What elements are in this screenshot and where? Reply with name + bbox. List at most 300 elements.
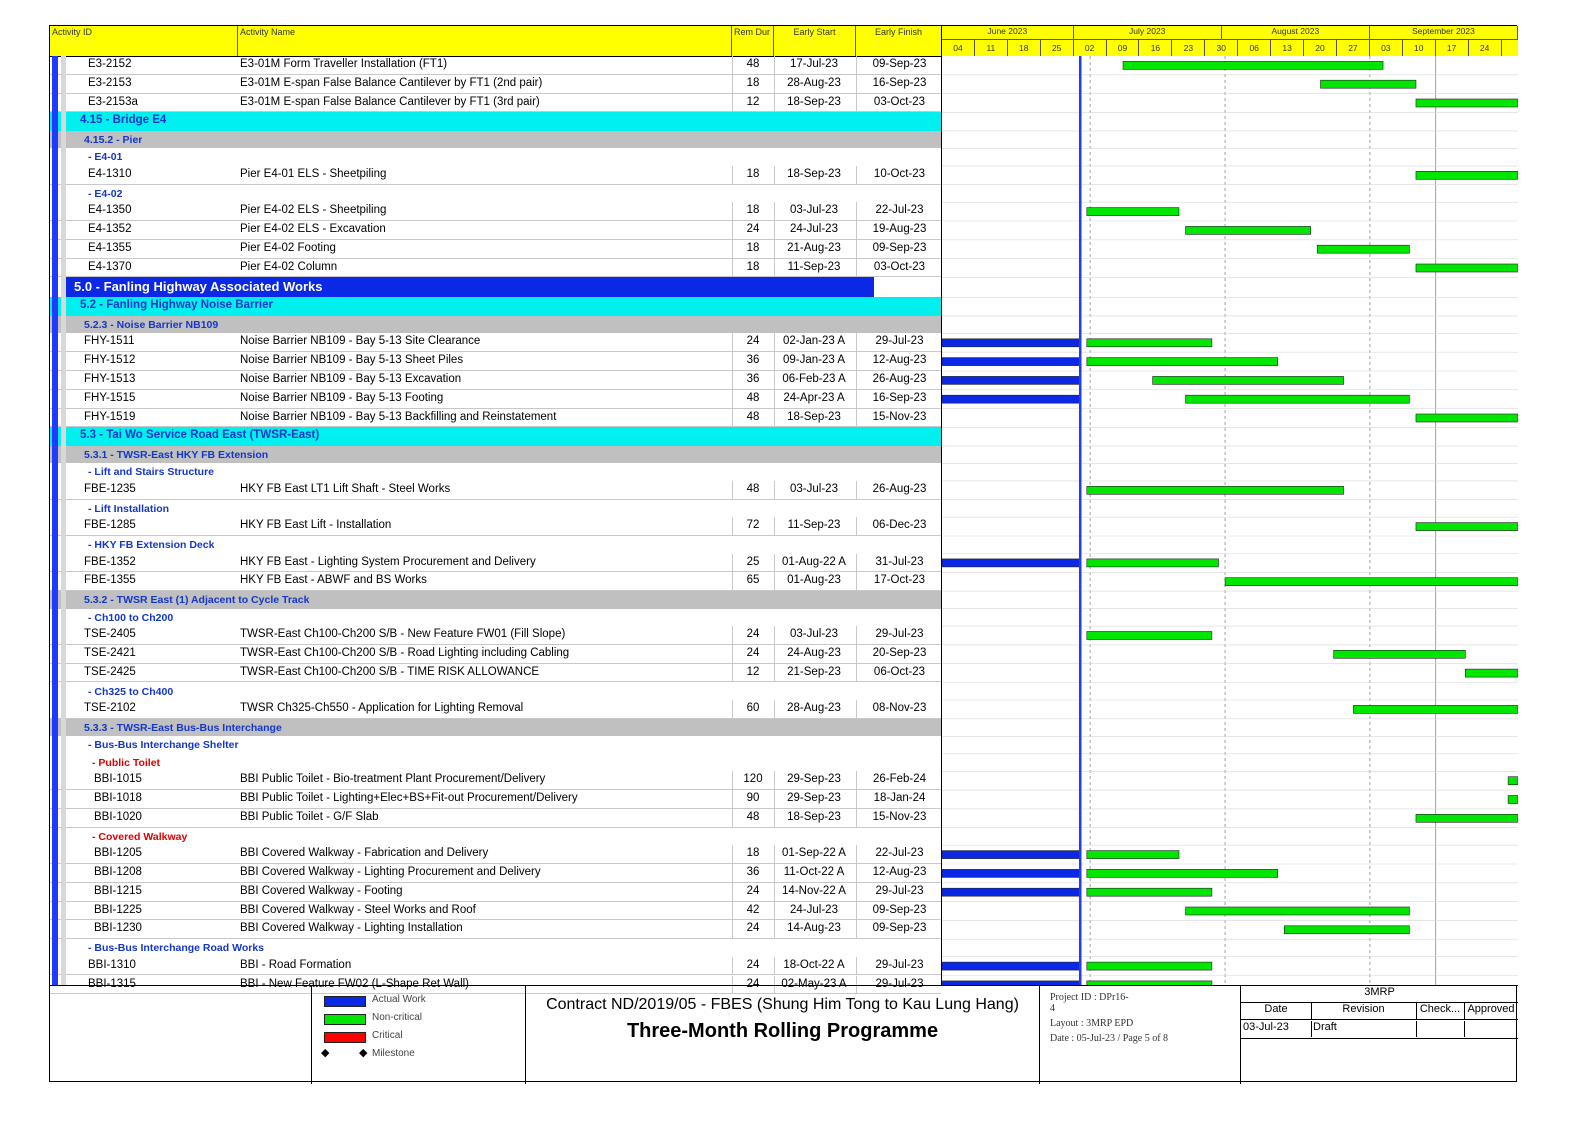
wbs-group-heading[interactable] [50,463,941,481]
cell-divider [774,333,775,351]
table-row[interactable] [50,790,941,809]
cell-name: Noise Barrier NB109 - Bay 5-13 Site Clearance [240,335,481,348]
cell-ef: 22-Jul-23 [875,204,924,217]
cell-es: 02-Jan-23 A [782,335,845,348]
cell-es: 24-Jul-23 [790,223,838,235]
col-early-start[interactable] [774,26,856,56]
actual-work-bar[interactable] [942,888,1080,896]
cell-ef: 09-Sep-23 [872,903,927,916]
noncritical-bar[interactable] [1416,264,1518,272]
noncritical-bar[interactable] [1087,962,1212,970]
noncritical-bar[interactable] [1087,358,1278,366]
cell-name: Noise Barrier NB109 - Bay 5-13 Excavation [240,373,462,385]
cell-rd: 36 [746,373,760,385]
cell-divider [732,259,733,277]
group-label: - Lift and Stairs Structure [88,466,215,479]
group-label: - Lift Installation [88,502,170,515]
cell-id: FBE-1352 [84,555,136,568]
cell-id: E3-2153a [88,95,138,108]
noncritical-bar[interactable] [1087,339,1212,347]
cell-name: BBI Covered Walkway - Lighting Procurement and Delivery [240,866,541,878]
cell-divider [732,957,733,975]
table-row[interactable] [50,809,941,828]
cell-ef: 09-Sep-23 [872,58,927,70]
cell-name: BBI Covered Walkway - Fabrication and Delivery [240,847,489,860]
revision-checked-value [1416,1021,1465,1037]
noncritical-bar[interactable] [1087,486,1344,494]
cell-es: 01-Sep-22 A [782,847,846,860]
cell-rd: 48 [746,391,760,404]
col-activity-name-label: Activity Name [240,27,296,37]
cell-es: 18-Sep-23 [787,810,841,823]
cell-id: BBI-1315 [88,977,136,990]
cell-rd: 18 [746,204,760,217]
revision-col-checked: Check... [1416,1003,1465,1020]
cell-divider [732,883,733,901]
col-activity-id-label: Activity ID [52,27,93,37]
cell-divider [732,626,733,644]
wbs-group-heading[interactable] [50,536,941,554]
group-label: - Covered Walkway [92,830,188,843]
cell-es: 24-Apr-23 A [783,391,845,404]
noncritical-bar[interactable] [1153,376,1344,384]
cell-divider [732,771,733,789]
cell-id: FHY-1512 [84,354,136,367]
noncritical-bar[interactable] [1186,395,1410,403]
cell-name: BBI Covered Walkway - Lighting Installation [240,922,463,935]
noncritical-bar[interactable] [1416,414,1518,422]
cell-name: BBI Covered Walkway - Steel Works and Roof [240,903,476,916]
cell-es: 18-Sep-23 [787,167,841,180]
cell-id: E3-2153 [88,76,132,89]
cell-id: BBI-1018 [94,792,142,805]
legend-milestone-diamond2-icon: ◆ [359,1047,368,1059]
cell-rd: 18 [746,847,760,860]
cell-rd: 18 [746,167,760,180]
cell-id: BBI-1310 [88,958,136,971]
cell-id: BBI-1015 [94,773,142,786]
cell-divider [732,920,733,938]
cell-es: 01-Aug-23 [787,574,841,587]
noncritical-bar[interactable] [1087,632,1212,640]
timescale-week: 03 [1370,40,1403,56]
cell-es: 02-May-23 A [781,977,847,990]
cell-divider [856,240,857,258]
cell-es: 28-Aug-23 [787,76,841,89]
table-row[interactable] [50,481,941,500]
timescale-week: 17 [1436,40,1469,56]
cell-es: 11-Sep-23 [787,260,841,273]
cell-divider [732,517,733,535]
cell-divider [856,554,857,572]
cell-divider [774,790,775,808]
project-id-line2: 4 [1050,1003,1055,1014]
cell-divider [732,352,733,370]
cell-name: TWSR-East Ch100-Ch200 S/B - TIME RISK ALLOWANCE [240,665,540,678]
wbs-group-heading[interactable] [50,185,941,203]
table-row[interactable] [50,371,941,390]
cell-id: FHY-1519 [84,410,136,423]
cell-divider [774,883,775,901]
cell-divider [732,864,733,882]
cell-id: E4-1310 [88,167,132,180]
timescale-week: 24 [1469,40,1502,56]
noncritical-bar[interactable] [1087,208,1179,216]
cell-id: TSE-2405 [84,628,136,641]
wbs-section-heading[interactable] [50,112,941,131]
noncritical-bar[interactable] [1416,523,1518,531]
cell-divider [732,240,733,258]
table-row[interactable] [50,845,941,864]
table-row[interactable] [50,352,941,371]
cell-rd: 48 [746,810,760,823]
revision-col-date: Date [1241,1003,1312,1020]
cell-es: 18-Oct-22 A [783,958,845,971]
cell-es: 18-Sep-23 [787,95,841,108]
cell-divider [856,166,857,184]
noncritical-bar[interactable] [1087,888,1212,896]
col-early-finish[interactable] [856,26,941,56]
cell-id: E4-1350 [88,204,132,217]
timescale-week: 18 [1008,40,1041,56]
table-row[interactable] [50,333,941,352]
cell-rd: 60 [746,702,760,714]
cell-id: E3-2152 [88,58,132,70]
cell-name: Pier E4-02 ELS - Excavation [240,223,386,235]
col-activity-name[interactable] [238,26,732,56]
cell-name: BBI Public Toilet - G/F Slab [240,810,379,823]
cell-divider [856,202,857,220]
cell-id: TSE-2425 [84,665,136,678]
table-row[interactable] [50,771,941,790]
revision-col-revision: Revision [1311,1003,1417,1020]
cell-rd: 120 [743,773,763,786]
group-label: 5.3.3 - TWSR-East Bus-Bus Interchange [84,721,282,734]
cell-divider [856,883,857,901]
cell-divider [856,75,857,93]
cell-ef: 29-Jul-23 [875,884,924,897]
wbs-section-heading[interactable] [50,427,941,446]
noncritical-bar[interactable] [1508,777,1518,785]
cell-divider [732,56,733,74]
noncritical-bar[interactable] [1416,814,1518,822]
cell-id: BBI-1020 [94,810,142,823]
cell-ef: 18-Jan-24 [873,792,926,805]
cell-ef: 12-Aug-23 [872,354,927,367]
timescale-month: August 2023 [1222,26,1370,40]
legend-noncritical-swatch [324,1014,366,1025]
cell-divider [732,481,733,499]
cell-es: 03-Jul-23 [790,204,838,217]
cell-ef: 15-Nov-23 [872,810,927,823]
noncritical-bar[interactable] [1087,851,1179,859]
cell-divider [856,790,857,808]
date-page: Date : 05-Jul-23 / Page 5 of 8 [1050,1033,1169,1044]
cell-rd: 48 [746,410,760,423]
table-row[interactable] [50,259,941,278]
noncritical-bar[interactable] [1186,907,1410,915]
cell-divider [856,809,857,827]
cell-name: TWSR-East Ch100-Ch200 S/B - New Feature FW01 (Fill Slope) [240,628,566,641]
cell-name: BBI Covered Walkway - Footing [240,884,403,897]
wbs-group-heading[interactable] [50,500,941,518]
actual-work-bar[interactable] [942,376,1080,384]
actual-work-bar[interactable] [942,358,1080,366]
layout-name: Layout : 3MRP EPD [1050,1018,1134,1029]
actual-work-bar[interactable] [942,559,1080,567]
cell-ef: 10-Oct-23 [873,167,926,180]
cell-rd: 24 [746,335,760,348]
wbs-subsection-heading[interactable] [50,446,941,464]
cell-rd: 42 [746,903,760,916]
legend [312,986,526,1084]
cell-ef: 26-Aug-23 [872,482,927,495]
cell-divider [856,700,857,718]
cell-ef: 20-Sep-23 [872,646,927,659]
table-row[interactable] [50,626,941,645]
timescale-week: 16 [1139,40,1172,56]
noncritical-bar[interactable] [1087,559,1219,567]
cell-rd: 36 [746,354,760,367]
cell-rd: 24 [746,922,760,935]
cell-es: 11-Sep-23 [787,519,841,532]
cell-divider [774,957,775,975]
cell-divider [856,771,857,789]
legend-critical-label: Critical [372,1030,403,1041]
timescale-week: 30 [1205,40,1238,56]
group-label: - Ch325 to Ch400 [88,685,174,698]
table-row[interactable] [50,517,941,536]
activity-table [50,26,942,990]
table-row[interactable] [50,409,941,428]
noncritical-bar[interactable] [1284,926,1409,934]
noncritical-bar[interactable] [1353,705,1518,713]
legend-actual-swatch [324,996,366,1007]
actual-work-bar[interactable] [942,962,1080,970]
cell-divider [774,554,775,572]
cell-id: BBI-1215 [94,884,142,897]
table-row[interactable] [50,572,941,591]
wbs-group-heading[interactable] [50,683,941,701]
cell-id: E4-1370 [88,260,132,273]
timescale-week: 23 [1172,40,1205,56]
cell-name: HKY FB East - ABWF and BS Works [240,574,427,587]
table-row[interactable] [50,240,941,259]
cell-rd: 18 [746,241,760,254]
actual-work-bar[interactable] [942,339,1080,347]
cell-divider [732,221,733,239]
cell-id: FBE-1235 [84,482,136,495]
wbs-group-heading[interactable] [50,939,941,957]
noncritical-bar[interactable] [1087,869,1278,877]
noncritical-bar[interactable] [1508,796,1518,804]
cell-id: FBE-1355 [84,574,136,587]
table-row[interactable] [50,883,941,902]
timescale-week: 13 [1271,40,1304,56]
group-label: 5.3 - Tai Wo Service Road East (TWSR-East) [80,429,320,442]
cell-divider [856,645,857,663]
cell-ef: 26-Aug-23 [872,373,927,385]
cell-es: 03-Jul-23 [790,482,838,495]
group-label: 5.2 - Fanling Highway Noise Barrier [80,299,273,312]
wbs-group-heading[interactable] [50,736,941,754]
cell-ef: 12-Aug-23 [872,866,927,878]
actual-work-bar[interactable] [942,395,1080,403]
project-info [1040,986,1241,1084]
timescale-month: June 2023 [942,26,1074,40]
cell-divider [774,809,775,827]
cell-es: 21-Aug-23 [787,241,841,254]
noncritical-bar[interactable] [1317,245,1409,253]
legend-actual-label: Actual Work [372,994,426,1005]
cell-divider [856,864,857,882]
cell-name: BBI - New Feature FW02 (L-Shape Ret Wall) [240,977,470,990]
noncritical-bar[interactable] [1416,171,1518,179]
table-row[interactable] [50,554,941,573]
cell-name: Pier E4-02 Footing [240,241,336,254]
cell-ef: 03-Oct-23 [873,95,926,108]
noncritical-bar[interactable] [1225,578,1518,586]
table-row[interactable] [50,166,941,185]
cell-name: Noise Barrier NB109 - Bay 5-13 Backfilling and Reinstatement [240,410,557,423]
cell-ef: 08-Nov-23 [872,702,927,714]
cell-divider [732,790,733,808]
group-label: - Bus-Bus Interchange Road Works [88,942,264,955]
cell-divider [774,390,775,408]
table-row[interactable] [50,664,941,683]
cell-divider [732,166,733,184]
cell-divider [732,572,733,590]
cell-divider [774,572,775,590]
cell-id: E4-1355 [88,241,132,254]
wbs-group-heading[interactable] [50,148,941,166]
noncritical-bar[interactable] [1321,80,1416,88]
cell-divider [732,645,733,663]
table-row[interactable] [50,75,941,94]
cell-name: BBI Public Toilet - Lighting+Elec+BS+Fit-out Procurement/Delivery [240,792,578,805]
wbs-subsection-heading[interactable] [50,719,941,737]
cell-divider [856,352,857,370]
cell-rd: 12 [746,665,760,678]
table-row[interactable] [50,864,941,883]
cell-ef: 19-Aug-23 [872,223,927,235]
cell-divider [856,409,857,427]
table-row[interactable] [50,221,941,240]
cell-divider [774,864,775,882]
wbs-group-heading[interactable] [50,609,941,627]
col-rem-dur[interactable] [732,26,774,56]
timescale-week: 06 [1238,40,1271,56]
table-row[interactable] [50,202,941,221]
wbs-heading[interactable] [66,277,874,297]
cell-id: TSE-2421 [84,646,136,659]
cell-es: 03-Jul-23 [790,628,838,641]
col-early-finish-label: Early Finish [874,27,922,37]
cell-divider [774,259,775,277]
actual-work-bar[interactable] [942,851,1080,859]
actual-work-bar[interactable] [942,869,1080,877]
cell-id: FHY-1511 [84,335,135,348]
table-row[interactable] [50,700,941,719]
cell-divider [732,845,733,863]
wbs-subsection-heading[interactable] [50,591,941,609]
gantt-chart [942,26,1518,985]
table-row[interactable] [50,902,941,921]
timescale-month: September 2023 [1370,26,1518,40]
footer-blank [50,986,312,1084]
cell-divider [856,221,857,239]
wbs-subsection-heading[interactable] [50,131,941,149]
cell-divider [732,333,733,351]
cell-divider [856,56,857,74]
cell-divider [856,94,857,112]
col-early-start-label: Early Start [793,27,836,37]
table-row[interactable] [50,645,941,664]
cell-divider [732,371,733,389]
cell-rd: 48 [746,482,760,495]
cell-name: Pier E4-02 Column [240,260,338,273]
cell-ef: 16-Sep-23 [872,391,927,404]
table-row[interactable] [50,94,941,113]
cell-divider [856,664,857,682]
cell-divider [732,700,733,718]
group-label: 4.15.2 - Pier [84,133,143,146]
cell-name: TWSR Ch325-Ch550 - Application for Lighting Removal [240,702,524,714]
col-activity-id[interactable] [50,26,238,56]
noncritical-bar[interactable] [1334,650,1466,658]
cell-es: 14-Aug-23 [787,922,841,935]
cell-rd: 90 [746,792,760,805]
group-label: - E4-01 [88,151,123,164]
timescale-week: 20 [1304,40,1337,56]
cell-divider [774,517,775,535]
wbs-level-band [52,56,58,985]
cell-id: BBI-1205 [94,847,142,860]
group-label: - HKY FB Extension Deck [88,539,215,551]
noncritical-bar[interactable] [1123,61,1383,69]
project-id: Project ID : DPr16- [1050,992,1129,1003]
cell-divider [774,902,775,920]
table-row[interactable] [50,957,941,976]
wbs-group-heading[interactable] [50,754,941,772]
group-label: 5.0 - Fanling Highway Associated Works [74,279,323,295]
noncritical-bar[interactable] [1416,99,1518,107]
cell-ef: 03-Oct-23 [873,260,926,273]
noncritical-bar[interactable] [1465,669,1518,677]
cell-id: BBI-1230 [94,922,142,935]
wbs-group-heading[interactable] [50,828,941,846]
cell-divider [774,94,775,112]
wbs-subsection-heading[interactable] [50,316,941,334]
cell-rd: 24 [746,223,760,235]
cell-divider [856,481,857,499]
gantt-canvas [942,26,1518,985]
legend-milestone-label: Milestone [372,1048,415,1059]
cell-es: 29-Sep-23 [787,773,841,786]
cell-name: Pier E4-01 ELS - Sheetpiling [240,167,387,180]
noncritical-bar[interactable] [1186,226,1311,234]
table-row[interactable] [50,920,941,939]
table-row[interactable] [50,390,941,409]
table-row[interactable] [50,56,941,75]
group-label: 4.15 - Bridge E4 [80,114,167,127]
cell-divider [774,352,775,370]
cell-divider [774,626,775,644]
wbs-section-heading[interactable] [50,297,941,316]
cell-divider [856,572,857,590]
programme-title: Three-Month Rolling Programme [626,1020,939,1042]
cell-divider [732,554,733,572]
